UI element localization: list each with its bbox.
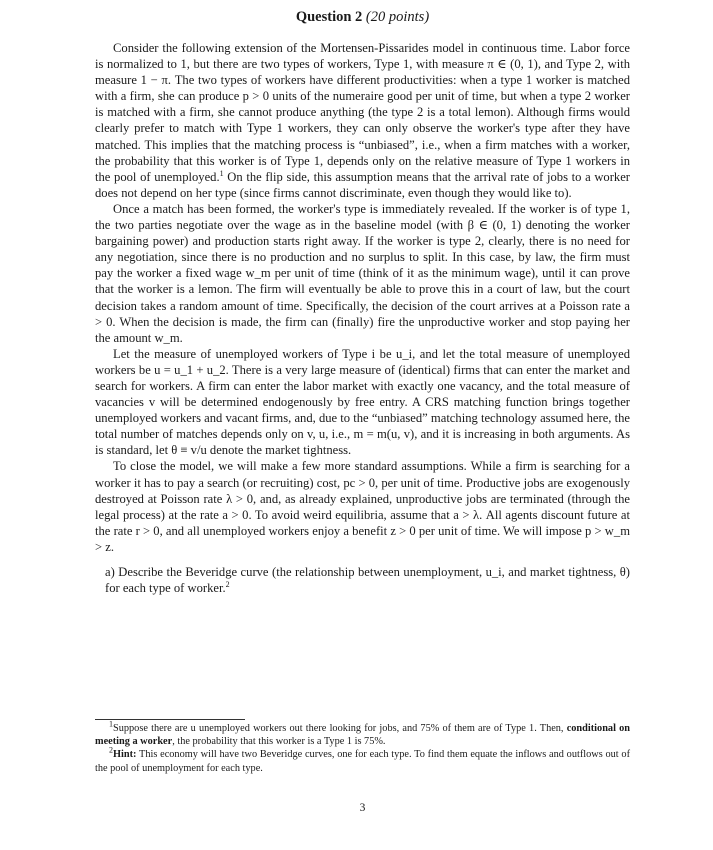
paragraph-close-model: To close the model, we will make a few more standard assumptions. While a firm is searching for a worker it has to pay a search (or recruiting) cost, pc > 0, per unit of time. Productive jobs are exogenously destroyed at Poisson rate λ > 0, and, as already explained, unproductive jobs are terminated (through the legal process) at the rate a > 0. To avoid weird equilibria, assume that a > λ. All agents discount future at the rate r > 0, and all unemployed workers enjoy a benefit z > 0 per unit of time. We will impose p > w_m > z. xyxy=(95,459,630,554)
footnote-2 xyxy=(95,745,630,774)
footnotes xyxy=(95,719,630,775)
footnote-ref-2[interactable]: 2 xyxy=(225,579,230,589)
page-number: 3 xyxy=(359,802,366,814)
part-a xyxy=(95,564,630,596)
footnote-rule xyxy=(95,719,245,720)
paragraph-intro xyxy=(95,40,630,201)
paragraph-match-formed: Once a match has been formed, the worker's type is immediately revealed. If the worker is of type 1, the two parties negotiate over the wage as in the baseline model (with β ∈ (0, 1) denoting the worker bargaining power) and production starts right away. If the worker is type 2, clearly, there is no need for any negotiation, since there is no production and no surplus to split. In this case, by law, the firm must pay the worker a fixed wage w_m per unit of time (think of it as the minimum wage), until it can prove that the worker is a lemon. The firm will eventually be able to prove this in a court of law, but the court decision takes a random amount of time. Specifically, the decision of the court arrives at a Poisson rate a > 0. When the decision is made, the firm can (finally) fire the unproductive worker and stop paying her the amount w_m. xyxy=(95,201,630,345)
part-a-text: a) Describe the Beveridge curve (the relationship between unemployment, u_i, and market tightness, θ) for each type of worker. xyxy=(105,565,630,596)
question-points: (20 points) xyxy=(365,9,430,25)
footnote-1-bold: conditional on meeting a worker xyxy=(95,723,630,748)
footnote-1-mark: 1 xyxy=(109,719,113,729)
paragraph-intro-text: Consider the following extension of the Mortensen-Pissarides model in continuous time. Labor force is normalized to 1, but there are two types of workers, Type 1, with measure π ∈ (0, 1), and Type 2, with measure 1 − π. The two types of workers have different productivities: when a type 1 worker is matched with a firm, she can produce p > 0 units of the numeraire good per unit of time, but when a type 2 worker is matched with a firm, she cannot produce anything (the type 2 is a total lemon). Although firms would clearly prefer to match with Type 1 workers, they can only observe the worker's type after they have matched. This implies that the matching process is “unbiased”, i.e., when a firm matches with a worker, the probability that this worker is of Type 1, depends only on the relative measure of Type 1 workers in the pool of unemployed. xyxy=(95,41,630,184)
question-body xyxy=(95,40,630,596)
footnote-1-text-b: , the probability that this worker is a Type 1 is 75%. xyxy=(172,736,386,748)
footnote-1-text-a: Suppose there are u unemployed workers out there looking for jobs, and 75% of them are of Type 1. Then, xyxy=(113,723,567,734)
paragraph-intro-continued: On the flip side, this assumption means that the arrival rate of jobs to a worker does not depend on her type (since firms cannot discriminate, even though they would like to). xyxy=(95,169,630,200)
question-title xyxy=(95,8,630,26)
question-label: Question 2 xyxy=(295,9,363,25)
footnote-2-bold: Hint: xyxy=(113,749,137,761)
footnote-ref-1[interactable]: 1 xyxy=(219,168,224,178)
footnote-1 xyxy=(95,719,630,748)
footnote-2-mark: 2 xyxy=(109,745,113,755)
footnote-2-text: This economy will have two Beveridge curves, one for each type. To find them equate the inflows and outflows out of the pool of unemployment for each type. xyxy=(95,749,630,774)
paragraph-unemployed-measure: Let the measure of unemployed workers of Type i be u_i, and let the total measure of unemployed workers be u = u_1 + u_2. There is a very large measure of (identical) firms that can enter the market and search for workers. A firm can enter the labor market with exactly one vacancy, and the total measure of vacancies v will be determined endogenously by free entry. A CRS matching function brings together unemployed workers and vacant firms, and, due to the “unbiased” matching technology assumed here, the total number of matches depends only on v, u, i.e., m = m(u, v), and it is increasing in both arguments. As is standard, let θ ≡ v/u denote the market tightness. xyxy=(95,346,630,458)
document-page xyxy=(95,0,630,850)
